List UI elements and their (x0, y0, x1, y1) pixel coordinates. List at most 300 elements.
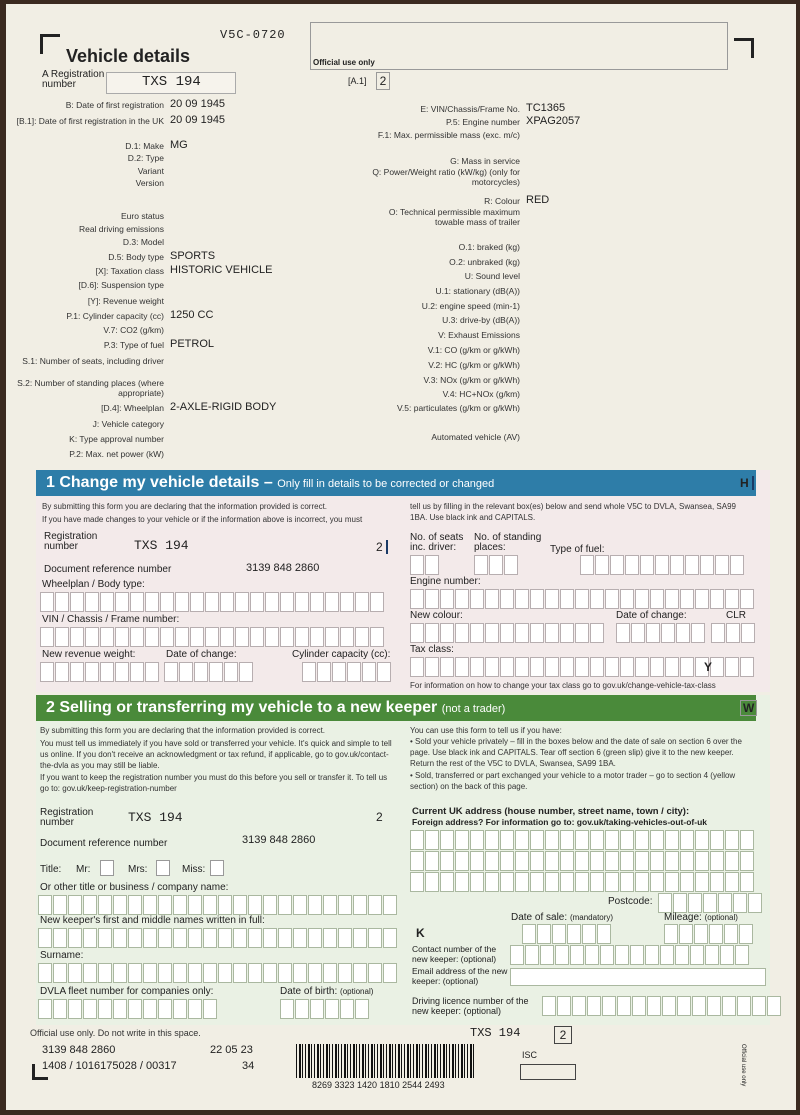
char-box[interactable] (98, 895, 112, 915)
s2-date-sale-boxes[interactable] (522, 924, 612, 944)
char-box[interactable] (767, 996, 781, 1016)
char-box[interactable] (455, 589, 469, 609)
char-box[interactable] (620, 589, 634, 609)
char-box[interactable] (100, 627, 114, 647)
char-box[interactable] (205, 627, 219, 647)
char-box[interactable] (605, 851, 619, 871)
char-box[interactable] (295, 627, 309, 647)
char-box[interactable] (370, 627, 384, 647)
char-box[interactable] (695, 872, 709, 892)
char-box[interactable] (173, 963, 187, 983)
char-box[interactable] (383, 895, 397, 915)
char-box[interactable] (620, 657, 634, 677)
char-box[interactable] (665, 657, 679, 677)
char-box[interactable] (552, 924, 566, 944)
char-box[interactable] (605, 872, 619, 892)
char-box[interactable] (158, 999, 172, 1019)
char-box[interactable] (691, 623, 705, 643)
char-box[interactable] (570, 945, 584, 965)
char-box[interactable] (128, 895, 142, 915)
char-box[interactable] (455, 830, 469, 850)
char-box[interactable] (130, 662, 144, 682)
char-box[interactable] (522, 924, 536, 944)
char-box[interactable] (545, 830, 559, 850)
char-box[interactable] (308, 963, 322, 983)
char-box[interactable] (485, 623, 499, 643)
s2-mr-box[interactable] (100, 860, 114, 876)
char-box[interactable] (660, 945, 674, 965)
char-box[interactable] (720, 945, 734, 965)
char-box[interactable] (670, 555, 684, 575)
char-box[interactable] (735, 945, 749, 965)
char-box[interactable] (55, 627, 69, 647)
char-box[interactable] (70, 627, 84, 647)
char-box[interactable] (53, 928, 67, 948)
s2-surname-boxes[interactable] (38, 963, 398, 983)
char-box[interactable] (590, 657, 604, 677)
char-box[interactable] (410, 657, 424, 677)
char-box[interactable] (710, 657, 724, 677)
char-box[interactable] (677, 996, 691, 1016)
char-box[interactable] (235, 627, 249, 647)
s1-date-change-boxes[interactable] (164, 662, 254, 682)
char-box[interactable] (70, 662, 84, 682)
char-box[interactable] (500, 872, 514, 892)
char-box[interactable] (38, 928, 52, 948)
char-box[interactable] (175, 592, 189, 612)
char-box[interactable] (38, 895, 52, 915)
char-box[interactable] (310, 999, 324, 1019)
char-box[interactable] (485, 657, 499, 677)
char-box[interactable] (173, 999, 187, 1019)
char-box[interactable] (280, 627, 294, 647)
char-box[interactable] (383, 928, 397, 948)
s1-vin-boxes[interactable] (40, 627, 385, 647)
char-box[interactable] (83, 963, 97, 983)
char-box[interactable] (740, 589, 754, 609)
char-box[interactable] (665, 851, 679, 871)
char-box[interactable] (620, 830, 634, 850)
char-box[interactable] (680, 851, 694, 871)
char-box[interactable] (470, 851, 484, 871)
char-box[interactable] (700, 555, 714, 575)
char-box[interactable] (595, 555, 609, 575)
char-box[interactable] (203, 999, 217, 1019)
char-box[interactable] (280, 592, 294, 612)
char-box[interactable] (160, 627, 174, 647)
char-box[interactable] (665, 589, 679, 609)
char-box[interactable] (530, 623, 544, 643)
char-box[interactable] (635, 657, 649, 677)
char-box[interactable] (340, 627, 354, 647)
char-box[interactable] (143, 928, 157, 948)
char-box[interactable] (620, 851, 634, 871)
char-box[interactable] (83, 928, 97, 948)
char-box[interactable] (308, 928, 322, 948)
char-box[interactable] (725, 657, 739, 677)
char-box[interactable] (383, 963, 397, 983)
char-box[interactable] (555, 945, 569, 965)
char-box[interactable] (98, 963, 112, 983)
char-box[interactable] (679, 924, 693, 944)
char-box[interactable] (410, 872, 424, 892)
char-box[interactable] (616, 623, 630, 643)
char-box[interactable] (675, 945, 689, 965)
char-box[interactable] (263, 928, 277, 948)
char-box[interactable] (610, 555, 624, 575)
char-box[interactable] (485, 589, 499, 609)
s2-mileage-boxes[interactable] (664, 924, 754, 944)
char-box[interactable] (425, 657, 439, 677)
char-box[interactable] (115, 662, 129, 682)
char-box[interactable] (280, 999, 294, 1019)
char-box[interactable] (440, 623, 454, 643)
char-box[interactable] (158, 928, 172, 948)
char-box[interactable] (545, 657, 559, 677)
char-box[interactable] (310, 627, 324, 647)
char-box[interactable] (203, 928, 217, 948)
char-box[interactable] (40, 592, 54, 612)
char-box[interactable] (515, 830, 529, 850)
char-box[interactable] (741, 623, 755, 643)
char-box[interactable] (662, 996, 676, 1016)
char-box[interactable] (557, 996, 571, 1016)
char-box[interactable] (710, 589, 724, 609)
char-box[interactable] (265, 627, 279, 647)
char-box[interactable] (515, 623, 529, 643)
char-box[interactable] (68, 928, 82, 948)
char-box[interactable] (725, 872, 739, 892)
char-box[interactable] (680, 830, 694, 850)
char-box[interactable] (340, 592, 354, 612)
char-box[interactable] (631, 623, 645, 643)
char-box[interactable] (537, 924, 551, 944)
char-box[interactable] (425, 555, 439, 575)
char-box[interactable] (650, 851, 664, 871)
char-box[interactable] (620, 872, 634, 892)
char-box[interactable] (85, 627, 99, 647)
char-box[interactable] (128, 999, 142, 1019)
char-box[interactable] (730, 555, 744, 575)
s2-licence-boxes[interactable] (542, 996, 782, 1016)
char-box[interactable] (705, 945, 719, 965)
char-box[interactable] (602, 996, 616, 1016)
char-box[interactable] (625, 555, 639, 575)
char-box[interactable] (724, 924, 738, 944)
char-box[interactable] (425, 589, 439, 609)
char-box[interactable] (338, 963, 352, 983)
char-box[interactable] (545, 872, 559, 892)
char-box[interactable] (530, 589, 544, 609)
char-box[interactable] (635, 851, 649, 871)
s1-wheelplan-boxes[interactable] (40, 592, 385, 612)
char-box[interactable] (710, 872, 724, 892)
s2-fleet-boxes[interactable] (38, 999, 218, 1019)
char-box[interactable] (145, 627, 159, 647)
char-box[interactable] (733, 893, 747, 913)
char-box[interactable] (368, 963, 382, 983)
char-box[interactable] (340, 999, 354, 1019)
char-box[interactable] (440, 872, 454, 892)
char-box[interactable] (590, 589, 604, 609)
char-box[interactable] (748, 893, 762, 913)
char-box[interactable] (500, 623, 514, 643)
char-box[interactable] (164, 662, 178, 682)
char-box[interactable] (190, 627, 204, 647)
char-box[interactable] (560, 830, 574, 850)
char-box[interactable] (355, 592, 369, 612)
char-box[interactable] (597, 924, 611, 944)
char-box[interactable] (248, 895, 262, 915)
char-box[interactable] (582, 924, 596, 944)
char-box[interactable] (113, 928, 127, 948)
char-box[interactable] (188, 895, 202, 915)
char-box[interactable] (440, 851, 454, 871)
char-box[interactable] (725, 830, 739, 850)
char-box[interactable] (740, 851, 754, 871)
char-box[interactable] (500, 830, 514, 850)
char-box[interactable] (410, 555, 424, 575)
char-box[interactable] (53, 999, 67, 1019)
char-box[interactable] (85, 592, 99, 612)
char-box[interactable] (218, 895, 232, 915)
char-box[interactable] (690, 945, 704, 965)
char-box[interactable] (580, 555, 594, 575)
char-box[interactable] (590, 872, 604, 892)
char-box[interactable] (250, 592, 264, 612)
char-box[interactable] (98, 928, 112, 948)
char-box[interactable] (715, 555, 729, 575)
char-box[interactable] (323, 928, 337, 948)
char-box[interactable] (158, 895, 172, 915)
char-box[interactable] (248, 963, 262, 983)
char-box[interactable] (278, 895, 292, 915)
char-box[interactable] (590, 830, 604, 850)
char-box[interactable] (410, 851, 424, 871)
char-box[interactable] (179, 662, 193, 682)
s2-miss-box[interactable] (210, 860, 224, 876)
char-box[interactable] (575, 872, 589, 892)
char-box[interactable] (695, 851, 709, 871)
s2-postcode-boxes[interactable] (658, 893, 763, 913)
char-box[interactable] (575, 830, 589, 850)
char-box[interactable] (710, 830, 724, 850)
char-box[interactable] (293, 895, 307, 915)
char-box[interactable] (85, 662, 99, 682)
char-box[interactable] (707, 996, 721, 1016)
char-box[interactable] (455, 657, 469, 677)
char-box[interactable] (115, 627, 129, 647)
char-box[interactable] (470, 830, 484, 850)
char-box[interactable] (605, 657, 619, 677)
char-box[interactable] (504, 555, 518, 575)
char-box[interactable] (500, 589, 514, 609)
char-box[interactable] (190, 592, 204, 612)
char-box[interactable] (235, 592, 249, 612)
char-box[interactable] (440, 830, 454, 850)
char-box[interactable] (530, 851, 544, 871)
char-box[interactable] (530, 872, 544, 892)
char-box[interactable] (55, 662, 69, 682)
char-box[interactable] (263, 895, 277, 915)
char-box[interactable] (542, 996, 556, 1016)
char-box[interactable] (325, 592, 339, 612)
char-box[interactable] (218, 928, 232, 948)
char-box[interactable] (209, 662, 223, 682)
char-box[interactable] (295, 592, 309, 612)
char-box[interactable] (485, 872, 499, 892)
char-box[interactable] (470, 657, 484, 677)
char-box[interactable] (590, 623, 604, 643)
char-box[interactable] (128, 963, 142, 983)
char-box[interactable] (587, 996, 601, 1016)
char-box[interactable] (362, 662, 376, 682)
char-box[interactable] (640, 555, 654, 575)
char-box[interactable] (224, 662, 238, 682)
char-box[interactable] (143, 963, 157, 983)
char-box[interactable] (425, 623, 439, 643)
char-box[interactable] (650, 830, 664, 850)
char-box[interactable] (650, 589, 664, 609)
char-box[interactable] (83, 895, 97, 915)
char-box[interactable] (233, 928, 247, 948)
char-box[interactable] (545, 589, 559, 609)
char-box[interactable] (752, 996, 766, 1016)
char-box[interactable] (530, 657, 544, 677)
char-box[interactable] (726, 623, 740, 643)
char-box[interactable] (711, 623, 725, 643)
char-box[interactable] (203, 963, 217, 983)
char-box[interactable] (515, 872, 529, 892)
char-box[interactable] (38, 999, 52, 1019)
char-box[interactable] (703, 893, 717, 913)
char-box[interactable] (368, 895, 382, 915)
s1-seats-boxes[interactable] (410, 555, 440, 575)
char-box[interactable] (474, 555, 488, 575)
char-box[interactable] (575, 623, 589, 643)
char-box[interactable] (650, 657, 664, 677)
char-box[interactable] (293, 928, 307, 948)
char-box[interactable] (510, 945, 524, 965)
char-box[interactable] (455, 872, 469, 892)
char-box[interactable] (737, 996, 751, 1016)
char-box[interactable] (55, 592, 69, 612)
char-box[interactable] (130, 592, 144, 612)
char-box[interactable] (263, 963, 277, 983)
char-box[interactable] (220, 627, 234, 647)
char-box[interactable] (470, 872, 484, 892)
char-box[interactable] (740, 830, 754, 850)
char-box[interactable] (38, 963, 52, 983)
char-box[interactable] (220, 592, 234, 612)
char-box[interactable] (425, 830, 439, 850)
char-box[interactable] (410, 830, 424, 850)
char-box[interactable] (560, 623, 574, 643)
char-box[interactable] (325, 627, 339, 647)
char-box[interactable] (160, 592, 174, 612)
char-box[interactable] (293, 963, 307, 983)
char-box[interactable] (658, 893, 672, 913)
s1-standing-boxes[interactable] (474, 555, 519, 575)
s1-revenue-boxes[interactable] (40, 662, 160, 682)
char-box[interactable] (250, 627, 264, 647)
char-box[interactable] (203, 895, 217, 915)
char-box[interactable] (410, 623, 424, 643)
char-box[interactable] (317, 662, 331, 682)
char-box[interactable] (248, 928, 262, 948)
char-box[interactable] (425, 872, 439, 892)
char-box[interactable] (632, 996, 646, 1016)
s1-engine-boxes[interactable] (410, 589, 755, 609)
char-box[interactable] (98, 999, 112, 1019)
char-box[interactable] (113, 999, 127, 1019)
char-box[interactable] (355, 627, 369, 647)
char-box[interactable] (323, 963, 337, 983)
char-box[interactable] (353, 963, 367, 983)
char-box[interactable] (515, 589, 529, 609)
char-box[interactable] (615, 945, 629, 965)
char-box[interactable] (188, 928, 202, 948)
char-box[interactable] (113, 895, 127, 915)
char-box[interactable] (585, 945, 599, 965)
char-box[interactable] (239, 662, 253, 682)
char-box[interactable] (368, 928, 382, 948)
char-box[interactable] (647, 996, 661, 1016)
char-box[interactable] (515, 657, 529, 677)
char-box[interactable] (560, 657, 574, 677)
char-box[interactable] (100, 662, 114, 682)
s2-other-title-boxes[interactable] (38, 895, 398, 915)
s1-clr-boxes[interactable] (711, 623, 756, 643)
char-box[interactable] (68, 999, 82, 1019)
char-box[interactable] (661, 623, 675, 643)
char-box[interactable] (665, 830, 679, 850)
s2-email-field[interactable] (510, 968, 766, 986)
char-box[interactable] (567, 924, 581, 944)
char-box[interactable] (530, 830, 544, 850)
char-box[interactable] (338, 895, 352, 915)
char-box[interactable] (680, 589, 694, 609)
char-box[interactable] (278, 928, 292, 948)
char-box[interactable] (194, 662, 208, 682)
char-box[interactable] (635, 589, 649, 609)
char-box[interactable] (560, 589, 574, 609)
s1-date-change2-boxes[interactable] (616, 623, 706, 643)
char-box[interactable] (278, 963, 292, 983)
char-box[interactable] (605, 830, 619, 850)
char-box[interactable] (560, 872, 574, 892)
char-box[interactable] (188, 999, 202, 1019)
char-box[interactable] (218, 963, 232, 983)
char-box[interactable] (130, 627, 144, 647)
char-box[interactable] (40, 627, 54, 647)
char-box[interactable] (40, 662, 54, 682)
char-box[interactable] (630, 945, 644, 965)
char-box[interactable] (540, 945, 554, 965)
char-box[interactable] (338, 928, 352, 948)
char-box[interactable] (709, 924, 723, 944)
char-box[interactable] (600, 945, 614, 965)
char-box[interactable] (485, 851, 499, 871)
char-box[interactable] (572, 996, 586, 1016)
char-box[interactable] (143, 895, 157, 915)
char-box[interactable] (575, 657, 589, 677)
char-box[interactable] (500, 657, 514, 677)
s2-contact-boxes[interactable] (510, 945, 750, 965)
char-box[interactable] (347, 662, 361, 682)
char-box[interactable] (188, 963, 202, 983)
char-box[interactable] (655, 555, 669, 575)
